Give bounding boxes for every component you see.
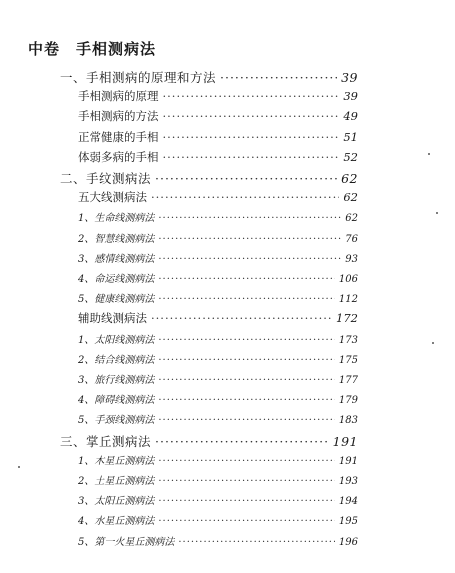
scan-speck	[428, 153, 430, 155]
toc-entry-label: 3、旅行线测病法	[78, 375, 155, 386]
dot-leader	[163, 89, 340, 103]
dot-leader	[158, 335, 335, 346]
toc-entry	[78, 351, 358, 366]
dot-leader	[158, 456, 335, 467]
toc-entry	[60, 68, 358, 86]
toc-entry	[78, 129, 358, 145]
toc-entry-label: 2、智慧线测病法	[78, 233, 155, 245]
scan-speck	[436, 212, 438, 214]
dot-leader	[158, 415, 335, 426]
toc-entry	[78, 411, 358, 426]
dot-leader	[158, 375, 335, 386]
toc-entry	[78, 250, 358, 265]
toc-entry-page: 196	[338, 536, 358, 548]
toc-entry	[78, 270, 358, 285]
toc-entry-page: 49	[343, 109, 358, 124]
toc-entry-label: 手相测病的方法	[78, 109, 159, 124]
toc-entry-page: 175	[338, 354, 358, 366]
toc-entry-label: 3、太阳丘测病法	[78, 496, 155, 508]
toc-entry-label: 2、结合线测病法	[78, 354, 155, 366]
toc-entry-page: 193	[338, 476, 358, 487]
toc-entry-page: 93	[345, 253, 358, 265]
dot-leader	[158, 496, 335, 507]
dot-leader	[158, 355, 335, 366]
dot-leader	[163, 130, 340, 144]
toc-entry-page: 194	[338, 496, 358, 508]
dot-leader	[158, 294, 335, 305]
dot-leader	[220, 70, 337, 85]
toc-entry-label: 二、手纹测病法	[60, 171, 152, 186]
toc-entry-label: 4、水星丘测病法	[78, 516, 155, 528]
toc-entry-label: 5、手颈线测病法	[78, 415, 155, 427]
toc-entry-page: 191	[338, 455, 358, 467]
toc-entry-page: 183	[338, 415, 358, 427]
toc-entry	[78, 149, 358, 165]
toc-entry-page: 39	[341, 70, 358, 85]
toc-entry-label: 1、太阳线测病法	[78, 334, 155, 346]
dot-leader	[155, 434, 329, 449]
toc-entry-page: 106	[338, 274, 358, 285]
toc-entry	[78, 512, 358, 527]
toc-entry	[78, 492, 358, 507]
toc-entry-page: 39	[343, 89, 358, 104]
toc-entry-label: 体弱多病的手相	[78, 149, 159, 164]
toc-entry	[78, 189, 358, 205]
toc-entry	[60, 169, 358, 187]
dot-leader	[158, 395, 335, 406]
dot-leader	[158, 274, 335, 285]
toc-entry	[78, 290, 358, 305]
dot-leader	[158, 234, 341, 245]
toc-entry	[78, 230, 358, 245]
toc-entry	[78, 533, 358, 548]
dot-leader	[178, 537, 335, 548]
toc-entry	[78, 108, 358, 124]
toc-entry	[78, 472, 358, 487]
dot-leader	[155, 171, 337, 186]
toc-entry-page: 177	[338, 375, 358, 386]
toc-entry-page: 62	[345, 213, 358, 225]
toc-entry-label: 5、健康线测病法	[78, 294, 155, 306]
section-heading: 中卷 手相测病法	[28, 40, 157, 58]
toc-entry	[60, 432, 358, 450]
toc-entry	[78, 310, 358, 326]
toc-entry-page: 112	[338, 294, 358, 306]
toc-entry-label: 辅助线测病法	[78, 311, 147, 326]
toc-entry-page: 62	[341, 171, 358, 186]
toc-entry-label: 1、木星丘测病法	[78, 455, 155, 467]
toc-entry-label: 一、手相测病的原理和方法	[60, 70, 217, 85]
scan-speck	[18, 466, 20, 468]
toc-entry-label: 4、命运线测病法	[78, 274, 155, 285]
dot-leader	[151, 190, 339, 204]
dot-leader	[163, 150, 340, 164]
toc-entry-page: 179	[338, 395, 358, 407]
toc-entry-label: 5、第一火星丘测病法	[78, 536, 175, 548]
dot-leader	[158, 476, 335, 487]
toc-entry-label: 3、感情线测病法	[78, 253, 155, 265]
toc-entry	[78, 209, 358, 224]
toc-entry-page: 173	[338, 334, 358, 346]
toc-entry-page: 195	[338, 516, 358, 528]
dot-leader	[158, 516, 335, 527]
toc-entry-label: 三、掌丘测病法	[60, 433, 152, 449]
dot-leader	[158, 213, 341, 224]
toc-entry	[78, 331, 358, 346]
toc-entry-label: 手相测病的原理	[78, 89, 159, 104]
dot-leader	[163, 109, 340, 123]
dot-leader	[151, 311, 332, 325]
toc-entry-page: 62	[343, 190, 358, 205]
toc-entry	[78, 88, 358, 104]
toc-entry-label: 五大线测病法	[78, 190, 147, 205]
toc-entry-page: 76	[345, 233, 358, 245]
toc-entry-page: 52	[343, 149, 358, 164]
toc-entry	[78, 452, 358, 467]
toc-entry	[78, 371, 358, 386]
toc-entry-label: 4、障碍线测病法	[78, 395, 155, 407]
toc-entry-page: 172	[336, 311, 358, 326]
scan-speck	[432, 342, 434, 344]
toc-entry-label: 2、土星丘测病法	[78, 476, 155, 487]
toc-entry	[78, 391, 358, 406]
toc-entry-label: 1、生命线测病法	[78, 213, 155, 225]
dot-leader	[158, 254, 341, 265]
toc-entry-page: 51	[343, 129, 358, 144]
toc-entry-page: 191	[332, 433, 358, 449]
toc-entry-label: 正常健康的手相	[78, 129, 159, 144]
